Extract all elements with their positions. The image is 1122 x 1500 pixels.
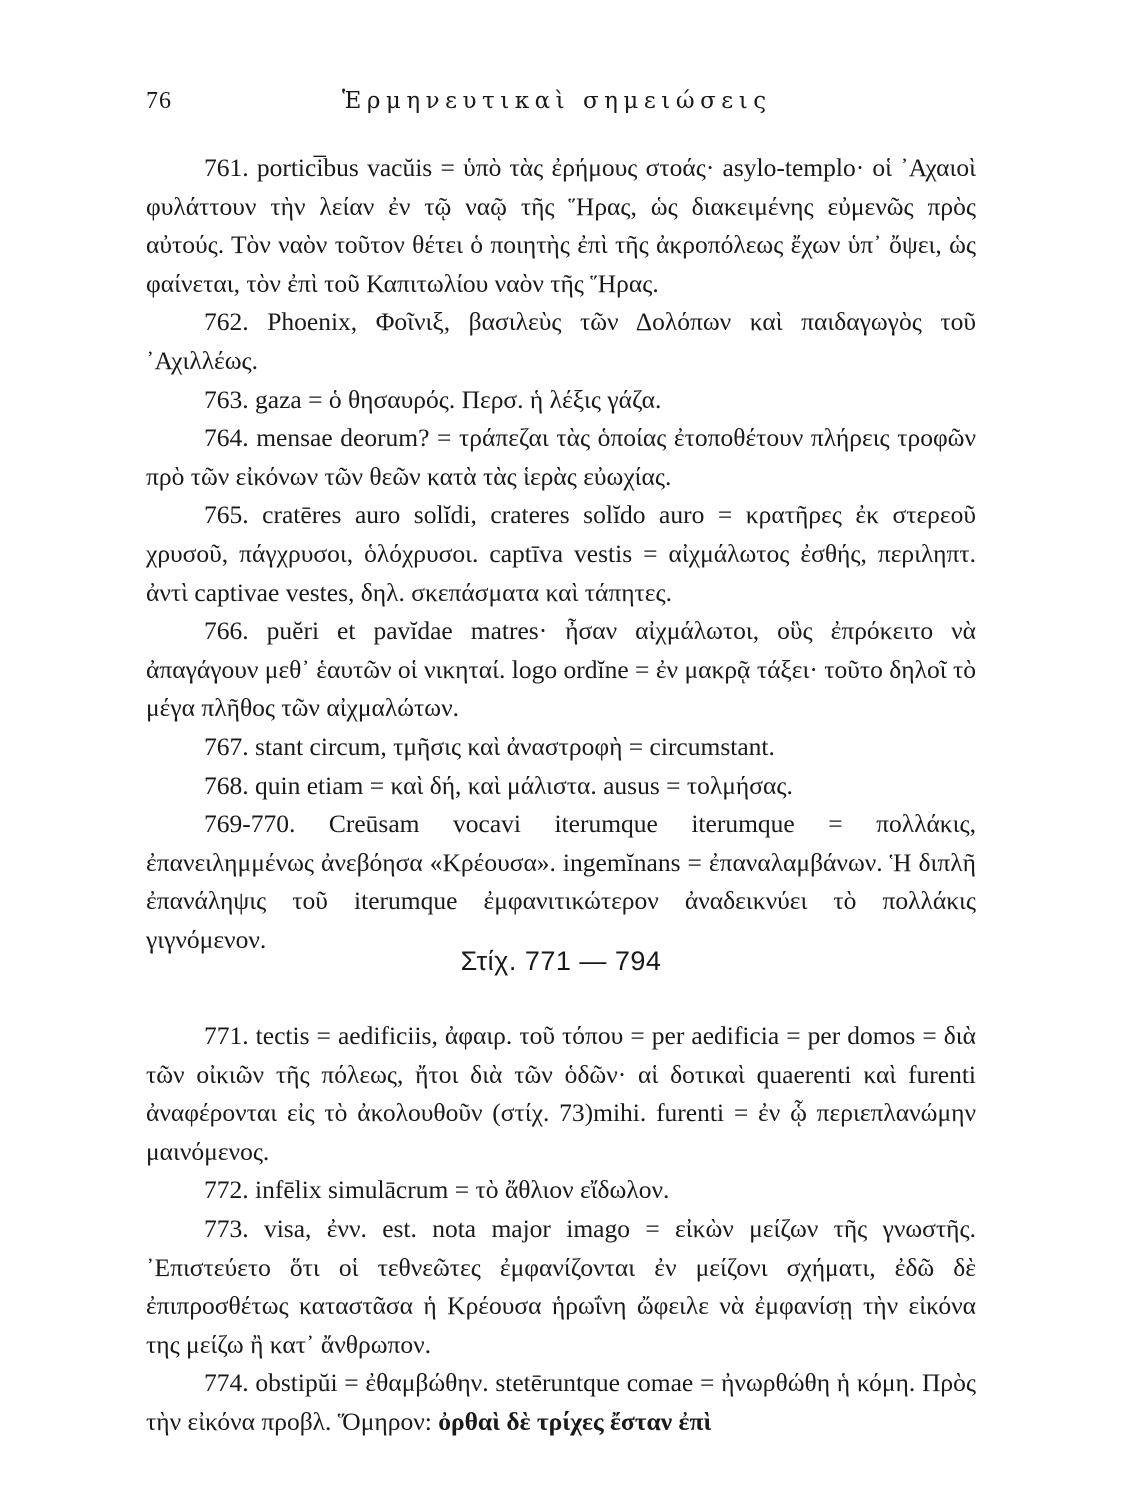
note-768: 768. quin etiam = καὶ δή, καὶ μάλιστα. ausus = τολμήσας. [204, 770, 793, 800]
note-773: 773. visa, ἐνν. est. nota major imago = εἰκὼν μείζων τῆς γνωστῆς. ᾿Επιστεύετο ὅτι οἱ τεθνεῶτες ἐμφανίζονται ἐν μείζονι σχήματι, ἐδῶ δὲ ἐπιπροσθέτως καταστᾶσα ἡ Κρέουσα ἡρωΐνη ὤφειλε νὰ ἐμφανίσῃ τὴν εἰκόνα της μείζω ἢ κατ᾿ ἄνθρωπον. [146, 1213, 976, 1359]
note-772: 772. infēlix simulācrum = τὸ ἄθλιον εἴδωλον. [204, 1175, 670, 1205]
note-769-770: 769-770. Creūsam vocavi iterumque iterumque = πολλάκις, ἐπανειλημμένως ἀνεβόησα «Κρέουσα». ingemĭnans = ἐπαναλαμβάνων. Ἡ διπλῆ ἐπανάληψις τοῦ iterumque ἐμφανιτικώτερον ἀναδεικνύει τὸ πολλάκις γιγνόμενον. [146, 809, 976, 954]
section-heading: Στίχ. 771 — 794 [460, 946, 662, 976]
note-774-text: 774. obstipŭi = ἐθαμβώθην. stetēruntque comae = ἠνωρθώθη ἡ κόμη. Πρὸς τὴν εἰκόνα προβλ. Ὅμηρον: [146, 1368, 976, 1436]
note-771: 771. tectis = aedificiis, ἀφαιρ. τοῦ τόπου = per aedificia = per domos = διὰ τῶν οἰκιῶν τῆς πόλεως, ἤτοι διὰ τῶν ὁδῶν· αἱ δοτικαὶ quaerenti καὶ furenti ἀναφέρονται εἰς τὸ ἀκολουθοῦν (στίχ. 73)mihi. furenti = ἐν ᾧ περιεπλανώμην μαινόμενος. [146, 1021, 976, 1166]
note-774 [146, 1364, 976, 1441]
running-title: Ἑρμηνευτικαὶ σημειώσεις [342, 88, 772, 114]
note-762: 762. Phoenix, Φοῖνιξ, βασιλεὺς τῶν Δολόπων καὶ παιδαγωγὸς τοῦ ᾿Αχιλλέως. [146, 307, 976, 375]
homer-quote: ὀρθαὶ δὲ τρίχες ἔσταν ἐπὶ [438, 1406, 712, 1436]
page-number: 76 [146, 88, 172, 114]
note-761: 761. portici̅bus vacŭis = ὑπὸ τὰς ἐρήμους στοάς· asylo-templo· οἱ ᾿Αχαιοὶ φυλάττουν τὴν λείαν ἐν τῷ ναῷ τῆς Ἥρας, ὡς διακειμένης εὐμενῶς πρὸς αὐτούς. Τὸν ναὸν τοῦτον θέτει ὁ ποιητὴς ἐπὶ τῆς ἀκροπόλεως ἔχων ὑπ᾿ ὄψει, ὡς φαίνεται, τὸν ἐπὶ τοῦ Καπιτωλίου ναὸν τῆς Ἥρας. [146, 153, 976, 298]
note-763: 763. gaza = ὁ θησαυρός. Περσ. ἡ λέξις γάζα. [204, 384, 662, 414]
running-head [146, 88, 976, 128]
notes-section-1 [146, 149, 976, 959]
note-767: 767. stant circum, τμῆσις καὶ ἀναστροφὴ = circumstant. [204, 731, 775, 761]
notes-section-2 [146, 1017, 976, 1442]
note-765: 765. cratēres auro solĭdi, crateres solĭdo auro = κρατῆρες ἐκ στερεοῦ χρυσοῦ, πάγχρυσοι, ὁλόχρυσοι. captīva vestis = αἰχμάλωτος ἐσθής, περιληπτ. ἀντὶ captivae vestes, δηλ. σκεπάσματα καὶ τάπητες. [146, 500, 976, 607]
note-764: 764. mensae deorum? = τράπεζαι τὰς ὁποίας ἐτοποθέτουν πλήρεις τροφῶν πρὸ τῶν εἰκόνων τῶν θεῶν κατὰ τὰς ἱερὰς εὐωχίας. [146, 423, 976, 491]
note-766: 766. puĕri et pavĭdae matres· ἦσαν αἰχμάλωτοι, οὓς ἐπρόκειτο νὰ ἀπαγάγουν μεθ᾿ ἑαυτῶν οἱ νικηταί. logo ordĭne = ἐν μακρᾷ τάξει· τοῦτο δηλοῖ τὸ μέγα πλῆθος τῶν αἰχμαλώτων. [146, 616, 976, 723]
